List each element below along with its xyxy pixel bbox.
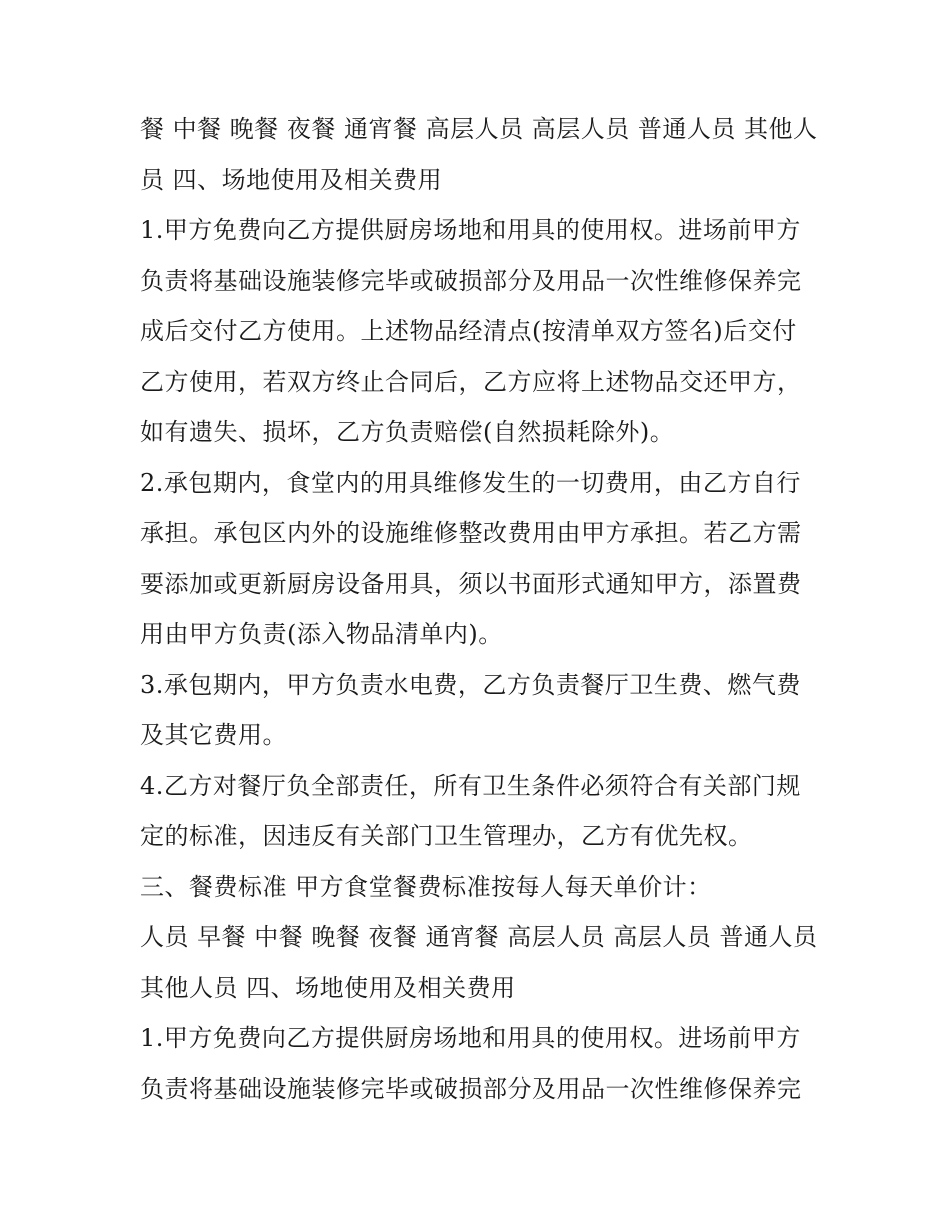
paragraph-clause-2: 2.承包期内，食堂内的用具维修发生的一切费用，由乙方自行承担。承包区内外的设施维修整改费用由甲方承担。若乙方需要添加或更新厨房设备用具，须以书面形式通知甲方，添置费用由甲方负责(添入物品清单内)。 [140,468,802,648]
paragraph-meal-table: 人员 早餐 中餐 晚餐 夜餐 通宵餐 高层人员 高层人员 普通人员 其他人员 四、场地使用及相关费用 [140,923,818,1002]
paragraph-clause-4: 4.乙方对餐厅负全部责任，所有卫生条件必须符合有关部门规定的标准，因违反有关部门卫生管理办，乙方有优先权。 [140,771,801,850]
paragraph-clause-1-repeat: 1.甲方免费向乙方提供厨房场地和用具的使用权。进场前甲方负责将基础设施装修完毕或破损部分及用品一次性维修保养完 [140,1024,802,1103]
paragraph-clause-3: 3.承包期内，甲方负责水电费，乙方负责餐厅卫生费、燃气费及其它费用。 [140,670,801,749]
paragraph-clause-1: 1.甲方免费向乙方提供厨房场地和用具的使用权。进场前甲方负责将基础设施装修完毕或破损部分及用品一次性维修保养完成后交付乙方使用。上述物品经清点(按清单双方签名)后交付乙方使用，若双方终止合同后，乙方应将上述物品交还甲方，如有遗失、损坏，乙方负责赔偿(自然损耗除外)。 [140,216,802,446]
section-heading-meal-standard: 三、餐费标准 甲方食堂餐费标准按每人每天单价计： [140,872,712,901]
paragraph-meal-table-continued: 餐 中餐 晚餐 夜餐 通宵餐 高层人员 高层人员 普通人员 其他人员 四、场地使用及相关费用 [140,115,818,194]
document-body [140,104,820,1114]
